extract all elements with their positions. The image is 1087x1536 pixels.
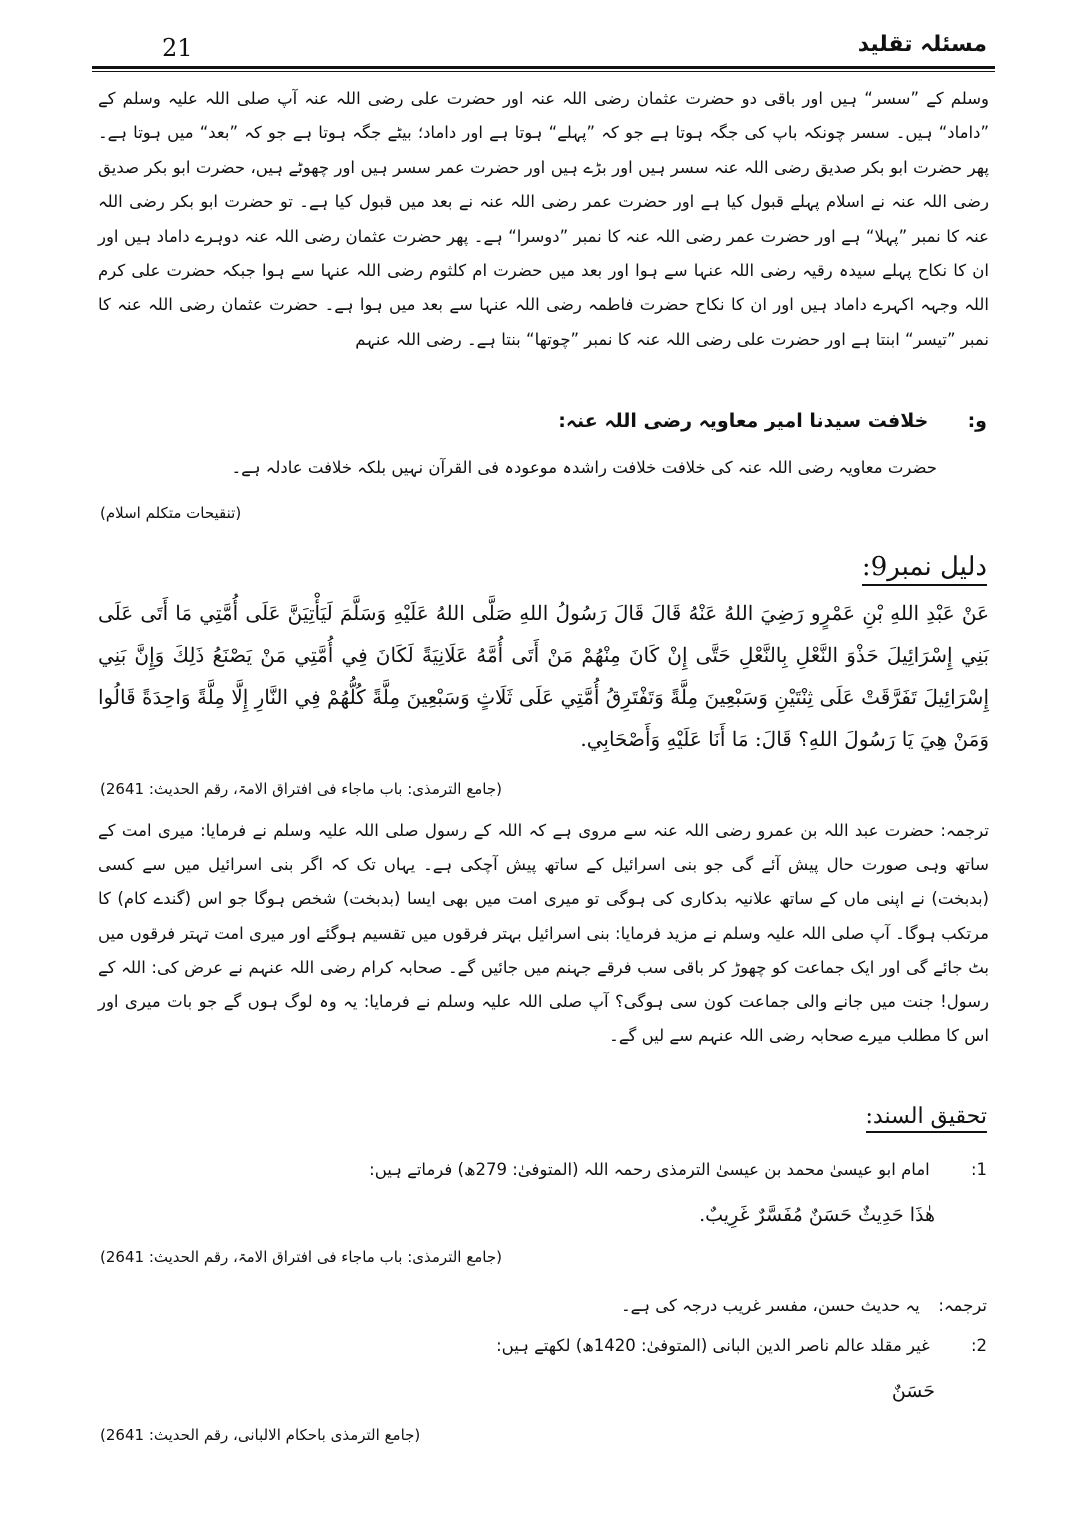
section-heading-khilafat: [300, 410, 987, 432]
item-number: 1:: [970, 1160, 987, 1179]
reference-4: (جامع الترمذی باحکام الالبانی، رقم الحدیث: 2641): [100, 1426, 421, 1444]
translation-text: یہ حدیث حسن، مفسر غریب درجہ کی ہے۔: [620, 1296, 920, 1315]
translation-paragraph: [98, 814, 989, 1053]
chain-verification-heading: تحقیق السند:: [866, 1104, 987, 1133]
header-rule-thin: [92, 71, 995, 72]
reference-2: (جامع الترمذی: باب ماجاء فی افتراق الامۃ، رقم الحدیث: 2641): [100, 780, 502, 798]
item-number: 2:: [970, 1336, 987, 1355]
translation-label: ترجمہ:: [940, 821, 990, 840]
item-text: امام ابو عیسیٰ محمد بن عیسیٰ الترمذی رحمہ اللہ (المتوفیٰ: 279ھ) فرماتے ہیں:: [369, 1160, 930, 1179]
page-header: [100, 32, 987, 66]
verification-item-1: [100, 1160, 987, 1179]
translation-label: ترجمہ:: [938, 1296, 987, 1315]
section-marker: و:: [967, 410, 987, 432]
reference-3: (جامع الترمذی: باب ماجاء فی افتراق الامۃ، رقم الحدیث: 2641): [100, 1248, 502, 1266]
reference-1: (تنقیحات متکلم اسلام): [100, 504, 242, 522]
header-rule: [92, 66, 995, 69]
item-1-arabic-quote: هٰذَا حَدِيثٌ حَسَنٌ مُفَسَّرٌ غَرِيبٌ.: [699, 1204, 935, 1226]
section-title: خلافت سیدنا امیر معاویہ رضی اللہ عنہ:: [558, 410, 929, 432]
verification-item-2: [100, 1336, 987, 1355]
item-text: غیر مقلد عالم ناصر الدین البانی (المتوفیٰ: 1420ھ) لکھتے ہیں:: [496, 1336, 930, 1355]
page-number: 21: [162, 34, 193, 62]
hadith-arabic-text: عَنْ عَبْدِ اللهِ بْنِ عَمْرٍو رَضِيَ اللهُ عَنْهُ قَالَ قَالَ رَسُولُ اللهِ صَلَّى اللهُ عَلَيْهِ وَسَلَّمَ لَيَأْتِيَنَّ عَلَى أُمَّتِي مَا أَتَى عَلَى بَنِي إِسْرَائِيلَ حَذْوَ النَّعْلِ بِالنَّعْلِ حَتَّى إِنْ كَانَ مِنْهُمْ مَنْ أَتَى أُمَّهُ عَلَانِيَةً لَكَانَ فِي أُمَّتِي مَنْ يَصْنَعُ ذَلِكَ وَإِنَّ بَنِي إِسْرَائِيلَ تَفَرَّقَتْ عَلَى ثِنْتَيْنِ وَسَبْعِينَ مِلَّةً وَتَفْتَرِقُ أُمَّتِي عَلَى ثَلَاثٍ وَسَبْعِينَ مِلَّةً كُلُّهُمْ فِي النَّارِ إِلَّا مِلَّةً وَاحِدَةً قَالُوا وَمَنْ هِيَ يَا رَسُولَ اللهِ؟ قَالَ: مَا أَنَا عَلَيْهِ وَأَصْحَابِي.: [98, 601, 989, 751]
section-statement: حضرت معاویہ رضی اللہ عنہ کی خلافت خلافت راشدہ موعودہ فی القرآن نہیں بلکہ خلافت عادلہ ہے۔: [231, 458, 937, 477]
running-title: مسئلہ تقلید: [857, 32, 987, 57]
short-translation: [621, 1296, 987, 1315]
body-paragraph-1: وسلم کے ”سسر“ ہیں اور باقی دو حضرت عثمان رضی اللہ عنہ اور حضرت علی رضی اللہ عنہ آپ صلی اللہ علیہ وسلم کے ”داماد“ ہیں۔ سسر چونکہ باپ کی جگہ ہوتا ہے جو کہ ”پہلے“ ہوتا ہے اور داماد؛ بیٹے جگہ ہوتا ہے جو کہ ”بعد“ میں ہوتا ہے۔ پھر حضرت ابو بکر صدیق رضی اللہ عنہ سسر ہیں اور بڑے ہیں اور حضرت عمر سسر ہیں اور چھوٹے ہیں، حضرت ابو بکر صدیق رضی اللہ عنہ نے اسلام پہلے قبول کیا ہے اور حضرت عمر رضی اللہ عنہ نے بعد میں قبول کیا ہے۔ تو حضرت ابو بکر رضی اللہ عنہ کا نمبر ”پہلا“ ہے اور حضرت عمر رضی اللہ عنہ کا نمبر ”دوسرا“ ہے۔ پھر حضرت عثمان رضی اللہ عنہ دوہرے داماد ہیں اور ان کا نکاح پہلے سیدہ رقیہ رضی اللہ عنہا سے ہوا اور بعد میں حضرت ام کلثوم رضی اللہ عنہا سے ہوا جبکہ حضرت علی کرم اللہ وجہہ اکہرے داماد ہیں اور ان کا نکاح حضرت فاطمہ رضی اللہ عنہا سے بعد میں ہوا ہے۔ حضرت عثمان رضی اللہ عنہ کا نمبر ”تیسر“ ابنتا ہے اور حضرت علی رضی اللہ عنہ کا نمبر ”چوتھا“ بنتا ہے۔ رضی اللہ عنہم: [98, 89, 989, 349]
translation-text: حضرت عبد اللہ بن عمرو رضی اللہ عنہ سے مروی ہے کہ اللہ کے رسول صلی اللہ علیہ وسلم نے فرمایا: میری امت کے ساتھ وہی صورت حال پیش آئے گی جو بنی اسرائیل کے ساتھ پیش آچکی ہے۔ یہاں تک کہ اگر بنی اسرائیل میں سے کسی (بدبخت) نے اپنی ماں کے ساتھ علانیہ بدکاری کی ہوگی تو میری امت میں بھی ایسا (بدبخت) شخص ہوگا جو اس (گندے کام) کا مرتکب ہوگا۔ آپ صلی اللہ علیہ وسلم نے مزید فرمایا: بنی اسرائیل بہتر فرقوں میں تقسیم ہوگئے اور میری امت تہتر فرقوں میں بٹ جائے گی اور ایک جماعت کو چھوڑ کر باقی سب فرقے جہنم میں جائیں گے۔ صحابہ کرام رضی اللہ عنہم نے عرض کی: اللہ کے رسول! جنت میں جانے والی جماعت کون سی ہوگی؟ آپ صلی اللہ علیہ وسلم نے فرمایا: یہ وہ لوگ ہوں گے جو بات میری اور اس کا مطلب میرے صحابہ رضی اللہ عنہم سے لیں گے۔: [98, 821, 989, 1046]
evidence-heading: دلیل نمبر9:: [862, 552, 987, 586]
item-2-arabic-quote: حَسَنٌ: [891, 1380, 935, 1402]
